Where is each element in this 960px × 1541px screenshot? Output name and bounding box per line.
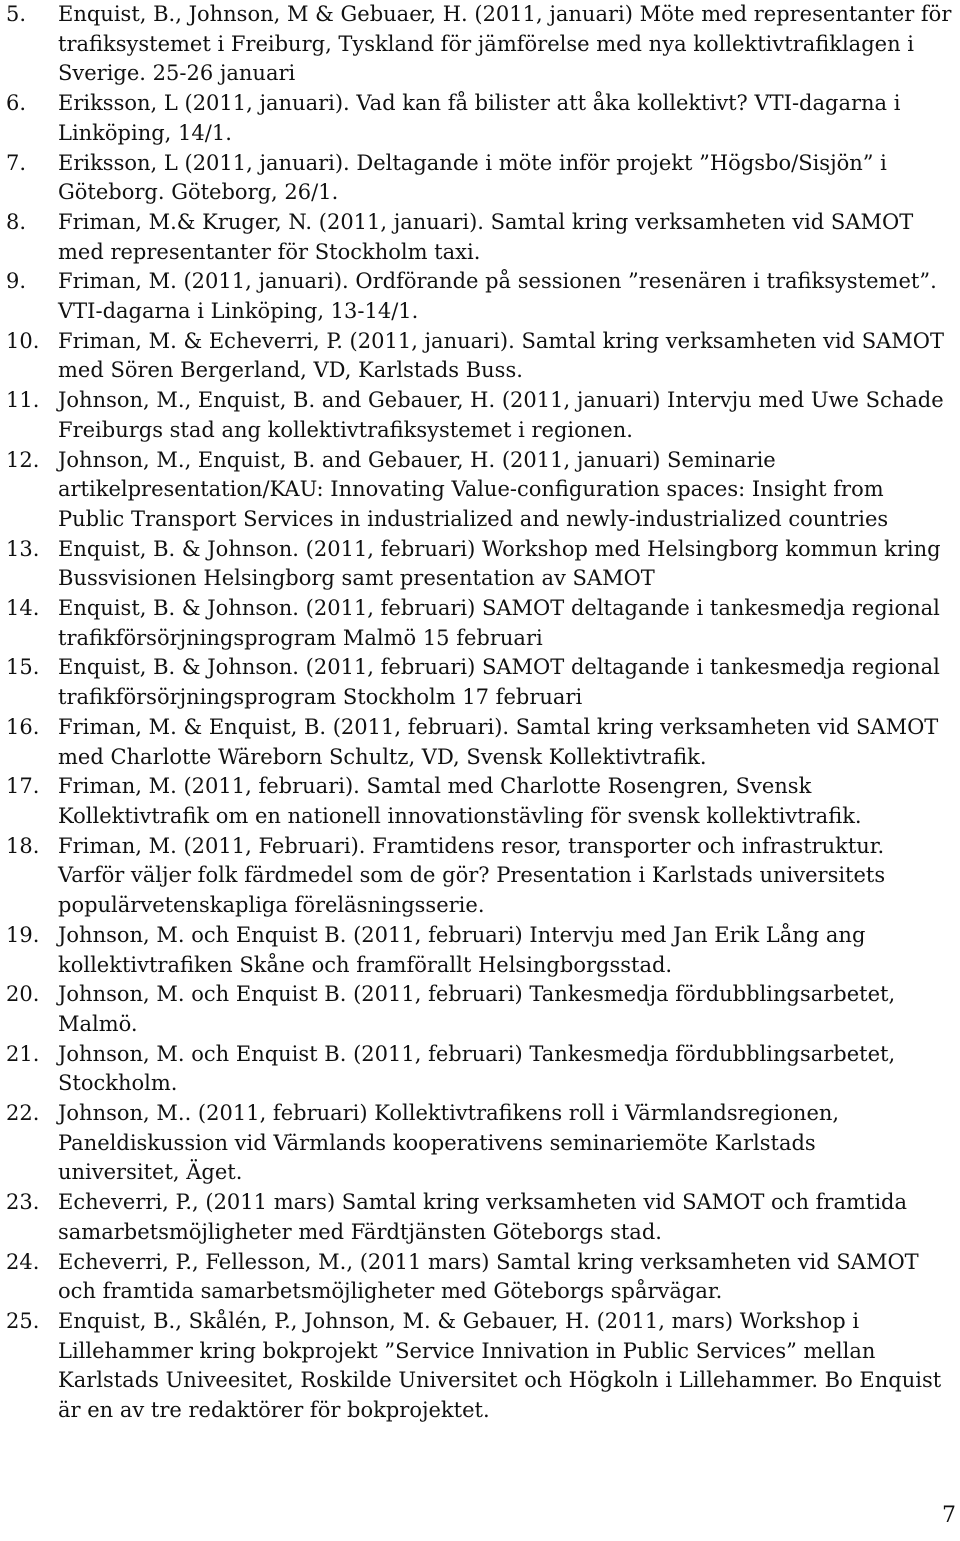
reference-text (58, 1307, 954, 1426)
reference-number: 19. (6, 922, 40, 947)
reference-number: 17. (6, 774, 40, 799)
reference-text (58, 594, 954, 653)
reference-line: Johnson, M., Enquist, B. and Gebauer, H. (2011, januari) Seminarie (58, 447, 776, 472)
reference-line: med representanter för Stockholm taxi. (58, 239, 481, 264)
reference-text (58, 0, 954, 89)
reference-entry (6, 1040, 954, 1099)
reference-entry (6, 446, 954, 535)
reference-entry (6, 267, 954, 326)
reference-line: Malmö. (58, 1011, 138, 1036)
reference-line: Stockholm. (58, 1071, 178, 1096)
reference-text (58, 1248, 954, 1307)
reference-entry (6, 208, 954, 267)
reference-entry (6, 980, 954, 1039)
reference-number: 10. (6, 328, 40, 353)
reference-entry (6, 1307, 954, 1426)
reference-text (58, 653, 954, 712)
reference-number: 9. (6, 269, 27, 294)
reference-line: Echeverri, P., Fellesson, M., (2011 mars) Samtal kring verksamheten vid SAMOT (58, 1249, 919, 1274)
reference-line: Eriksson, L (2011, januari). Deltagande i möte inför projekt ”Högsbo/Sisjön” i (58, 150, 887, 175)
reference-entry (6, 594, 954, 653)
reference-line: Linköping, 14/1. (58, 120, 232, 145)
reference-number: 12. (6, 447, 40, 472)
reference-line: Friman, M. (2011, januari). Ordförande på sessionen ”resenären i trafiksystemet”. (58, 269, 937, 294)
reference-line: och framtida samarbetsmöjligheter med Göteborgs spårvägar. (58, 1279, 723, 1304)
reference-number: 7. (6, 150, 27, 175)
reference-text (58, 89, 954, 148)
reference-entry (6, 832, 954, 921)
reference-line: Lillehammer kring bokprojekt ”Service Innivation in Public Services” mellan (58, 1338, 876, 1363)
reference-line: Enquist, B. & Johnson. (2011, februari) SAMOT deltagande i tankesmedja regional (58, 596, 940, 621)
reference-line: Karlstads Univeesitet, Roskilde Universitet och Högkoln i Lillehammer. Bo Enquist (58, 1368, 942, 1393)
reference-line: trafiksystemet i Freiburg, Tyskland för jämförelse med nya kollektivtrafiklagen i (58, 31, 914, 56)
reference-text (58, 1188, 954, 1247)
reference-line: med Sören Bergerland, VD, Karlstads Buss. (58, 358, 523, 383)
reference-line: VTI-dagarna i Linköping, 13-14/1. (58, 299, 419, 324)
reference-line: Göteborg. Göteborg, 26/1. (58, 180, 339, 205)
reference-line: Johnson, M. och Enquist B. (2011, februari) Tankesmedja fördubblingsarbetet, (58, 1041, 896, 1066)
reference-list (6, 0, 954, 1426)
reference-line: Friman, M. (2011, februari). Samtal med Charlotte Rosengren, Svensk (58, 774, 812, 799)
reference-entry (6, 921, 954, 980)
reference-number: 14. (6, 596, 40, 621)
reference-entry (6, 1099, 954, 1188)
reference-entry (6, 386, 954, 445)
reference-line: Friman, M. & Echeverri, P. (2011, januari). Samtal kring verksamheten vid SAMOT (58, 328, 944, 353)
reference-text (58, 1099, 954, 1188)
reference-entry (6, 327, 954, 386)
reference-entry (6, 653, 954, 712)
reference-line: Varför väljer folk färdmedel som de gör? Presentation i Karlstads universitets (58, 863, 886, 888)
reference-entry (6, 89, 954, 148)
reference-line: med Charlotte Wäreborn Schultz, VD, Svensk Kollektivtrafik. (58, 744, 707, 769)
reference-number: 25. (6, 1308, 40, 1333)
reference-line: Friman, M.& Kruger, N. (2011, januari). Samtal kring verksamheten vid SAMOT (58, 209, 914, 234)
reference-number: 21. (6, 1041, 40, 1066)
reference-text (58, 267, 954, 326)
reference-text (58, 327, 954, 386)
reference-line: Paneldiskussion vid Värmlands kooperativens seminariemöte Karlstads (58, 1130, 816, 1155)
reference-line: Eriksson, L (2011, januari). Vad kan få bilister att åka kollektivt? VTI-dagarna i (58, 91, 901, 116)
reference-line: Friman, M. (2011, Februari). Framtidens resor, transporter och infrastruktur. (58, 833, 885, 858)
reference-line: populärvetenskapliga föreläsningsserie. (58, 893, 485, 918)
page-number: 7 (942, 1503, 956, 1528)
reference-line: Public Transport Services in industrialized and newly-industrialized countries (58, 506, 889, 531)
reference-line: kollektivtrafiken Skåne och framförallt Helsingborgsstad. (58, 952, 673, 977)
reference-line: Johnson, M. och Enquist B. (2011, februari) Intervju med Jan Erik Lång ang (58, 922, 866, 947)
reference-line: Kollektivtrafik om en nationell innovationstävling för svensk kollektivtrafik. (58, 803, 862, 828)
reference-line: Enquist, B. & Johnson. (2011, februari) SAMOT deltagande i tankesmedja regional (58, 655, 940, 680)
reference-number: 18. (6, 833, 40, 858)
reference-line: är en av tre redaktörer för bokprojektet. (58, 1398, 490, 1423)
reference-number: 20. (6, 982, 40, 1007)
reference-entry (6, 772, 954, 831)
reference-entry (6, 1188, 954, 1247)
reference-line: universitet, Äget. (58, 1160, 243, 1185)
reference-number: 13. (6, 536, 40, 561)
reference-number: 6. (6, 91, 27, 116)
reference-line: Johnson, M.. (2011, februari) Kollektivtrafikens roll i Värmlandsregionen, (58, 1101, 840, 1126)
reference-number: 8. (6, 209, 27, 234)
reference-entry (6, 713, 954, 772)
reference-line: Enquist, B., Skålén, P., Johnson, M. & Gebauer, H. (2011, mars) Workshop i (58, 1308, 860, 1333)
reference-line: trafikförsörjningsprogram Stockholm 17 februari (58, 685, 583, 710)
reference-line: Bussvisionen Helsingborg samt presentation av SAMOT (58, 566, 655, 591)
reference-number: 22. (6, 1101, 40, 1126)
reference-text (58, 149, 954, 208)
reference-text (58, 713, 954, 772)
reference-text (58, 980, 954, 1039)
reference-line: Johnson, M. och Enquist B. (2011, februari) Tankesmedja fördubblingsarbetet, (58, 982, 896, 1007)
reference-number: 23. (6, 1190, 40, 1215)
reference-number: 16. (6, 714, 40, 739)
reference-number: 24. (6, 1249, 40, 1274)
reference-text (58, 832, 954, 921)
reference-entry (6, 1248, 954, 1307)
reference-text (58, 386, 954, 445)
reference-text (58, 921, 954, 980)
reference-entry (6, 0, 954, 89)
reference-line: artikelpresentation/KAU: Innovating Value-configuration spaces: Insight from (58, 477, 884, 502)
reference-number: 11. (6, 388, 40, 413)
reference-text (58, 446, 954, 535)
reference-line: Freiburgs stad ang kollektivtrafiksystemet i regionen. (58, 417, 633, 442)
reference-entry (6, 535, 954, 594)
reference-number: 15. (6, 655, 40, 680)
reference-line: trafikförsörjningsprogram Malmö 15 februari (58, 625, 543, 650)
reference-text (58, 772, 954, 831)
reference-line: Friman, M. & Enquist, B. (2011, februari). Samtal kring verksamheten vid SAMOT (58, 714, 939, 739)
reference-number: 5. (6, 2, 27, 26)
reference-line: Sverige. 25-26 januari (58, 61, 296, 86)
reference-line: Enquist, B. & Johnson. (2011, februari) Workshop med Helsingborg kommun kring (58, 536, 941, 561)
reference-entry (6, 149, 954, 208)
reference-text (58, 535, 954, 594)
reference-text (58, 1040, 954, 1099)
reference-line: Echeverri, P., (2011 mars) Samtal kring verksamheten vid SAMOT och framtida (58, 1190, 908, 1215)
reference-line: samarbetsmöjligheter med Färdtjänsten Göteborgs stad. (58, 1219, 662, 1244)
reference-line: Johnson, M., Enquist, B. and Gebauer, H. (2011, januari) Intervju med Uwe Schade (58, 388, 944, 413)
reference-text (58, 208, 954, 267)
reference-line: Enquist, B., Johnson, M & Gebuaer, H. (2011, januari) Möte med representanter för (58, 2, 952, 26)
